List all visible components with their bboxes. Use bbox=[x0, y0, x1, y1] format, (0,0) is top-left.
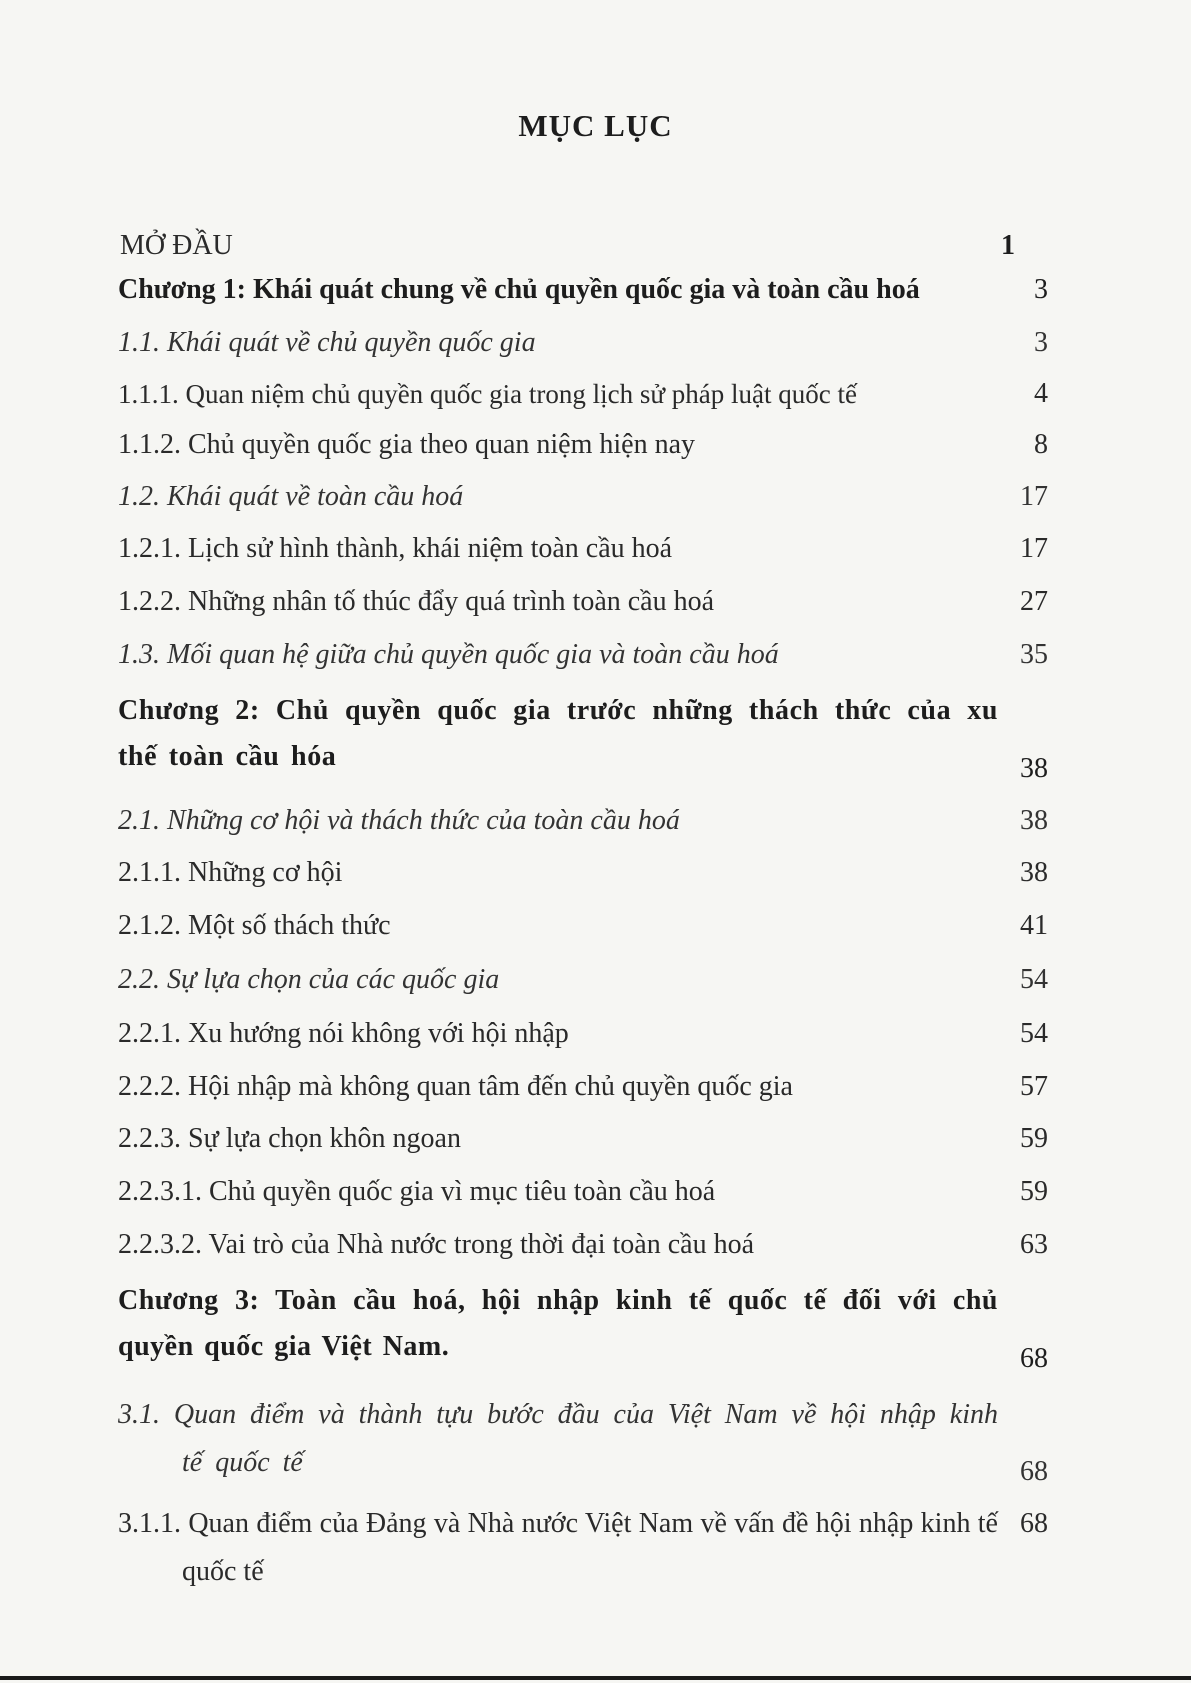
toc-entry-page: 54 bbox=[1020, 1018, 1048, 1049]
toc-entry-page: 68 bbox=[1020, 1508, 1048, 1539]
toc-entry-page: 38 bbox=[1020, 857, 1048, 888]
toc-entry-page: 38 bbox=[1020, 805, 1048, 836]
toc-entry-text: 2.2.3. Sự lựa chọn khôn ngoan bbox=[118, 1123, 461, 1154]
toc-entry-text: 1.1.1. Quan niệm chủ quyền quốc gia trong lịch sử pháp luật quốc tế bbox=[118, 379, 857, 409]
toc-entry-text: 1.2. Khái quát về toàn cầu hoá bbox=[118, 481, 464, 512]
toc-entry-text: 3.1. Quan điểm và thành tựu bước đầu của Việt Nam về hội nhập kinh tế quốc tế bbox=[118, 1399, 998, 1478]
toc-entry-page: 54 bbox=[1020, 964, 1048, 995]
toc-entry-text: 2.2.3.1. Chủ quyền quốc gia vì mục tiêu toàn cầu hoá bbox=[118, 1176, 716, 1207]
toc-entry-text: Chương 3: Toàn cầu hoá, hội nhập kinh tế quốc tế đối với chủ quyền quốc gia Việt Nam. bbox=[118, 1285, 998, 1362]
toc-entry-text: 1.3. Mối quan hệ giữa chủ quyền quốc gia và toàn cầu hoá bbox=[118, 639, 779, 670]
toc-entry-text: 1.1. Khái quát về chủ quyền quốc gia bbox=[118, 327, 536, 358]
toc-entry-page: 27 bbox=[1020, 586, 1048, 617]
toc-entry-text: MỞ ĐẦU bbox=[120, 230, 233, 261]
page-bottom-border bbox=[0, 1676, 1191, 1680]
toc-entry-text: 1.2.2. Những nhân tố thúc đẩy quá trình toàn cầu hoá bbox=[118, 586, 715, 617]
toc-entry-chapter-2 bbox=[118, 688, 1048, 798]
toc-entry-page: 8 bbox=[1034, 429, 1048, 460]
toc-entry-page: 59 bbox=[1020, 1176, 1048, 1207]
toc-entry-text: 2.2. Sự lựa chọn của các quốc gia bbox=[118, 964, 500, 995]
toc-entry-page: 59 bbox=[1020, 1123, 1048, 1154]
toc-entry-text: 3.1.1. Quan điểm của Đảng và Nhà nước Việt Nam về vấn đề hội nhập kinh tế quốc tế bbox=[118, 1508, 998, 1587]
toc-entry-text: Chương 1: Khái quát chung về chủ quyền quốc gia và toàn cầu hoá bbox=[118, 274, 920, 305]
toc-entry-page: 41 bbox=[1020, 910, 1048, 941]
toc-entry-subsection-3-1-1 bbox=[118, 1500, 1048, 1600]
toc-entry-page: 4 bbox=[1034, 378, 1048, 409]
toc-entry-text: 2.2.2. Hội nhập mà không quan tâm đến chủ quyền quốc gia bbox=[118, 1071, 793, 1102]
toc-entry-text: 2.1.1. Những cơ hội bbox=[118, 857, 343, 888]
toc-entry-section-3-1 bbox=[118, 1391, 1048, 1501]
toc-entry-page: 17 bbox=[1020, 533, 1048, 564]
toc-entry-page: 68 bbox=[1020, 1343, 1048, 1374]
toc-entry-page: 35 bbox=[1020, 639, 1048, 670]
toc-entry-page: 17 bbox=[1020, 481, 1048, 512]
toc-entry-page: 3 bbox=[1034, 274, 1048, 305]
toc-entry-page: 68 bbox=[1020, 1456, 1048, 1487]
toc-entry-text: Chương 2: Chủ quyền quốc gia trước những thách thức của xu thế toàn cầu hóa bbox=[118, 695, 998, 772]
toc-entry-text: 2.1. Những cơ hội và thách thức của toàn cầu hoá bbox=[118, 805, 680, 836]
toc-entry-page: 63 bbox=[1020, 1229, 1048, 1260]
toc-entry-page: 1 bbox=[1001, 230, 1015, 261]
toc-entry-text: 1.1.2. Chủ quyền quốc gia theo quan niệm hiện nay bbox=[118, 429, 695, 460]
toc-entry-text: 2.2.3.2. Vai trò của Nhà nước trong thời đại toàn cầu hoá bbox=[118, 1229, 755, 1260]
toc-entry-page: 38 bbox=[1020, 753, 1048, 784]
toc-entry-text: 2.1.2. Một số thách thức bbox=[118, 910, 391, 941]
toc-entry-text: 1.2.1. Lịch sử hình thành, khái niệm toàn cầu hoá bbox=[118, 533, 673, 564]
toc-entry-chapter-3 bbox=[118, 1278, 1048, 1388]
toc-entry-text: 2.2.1. Xu hướng nói không với hội nhập bbox=[118, 1018, 569, 1049]
toc-title: MỤC LỤC bbox=[518, 108, 673, 143]
toc-entry-page: 3 bbox=[1034, 327, 1048, 358]
toc-entry-page: 57 bbox=[1020, 1071, 1048, 1102]
